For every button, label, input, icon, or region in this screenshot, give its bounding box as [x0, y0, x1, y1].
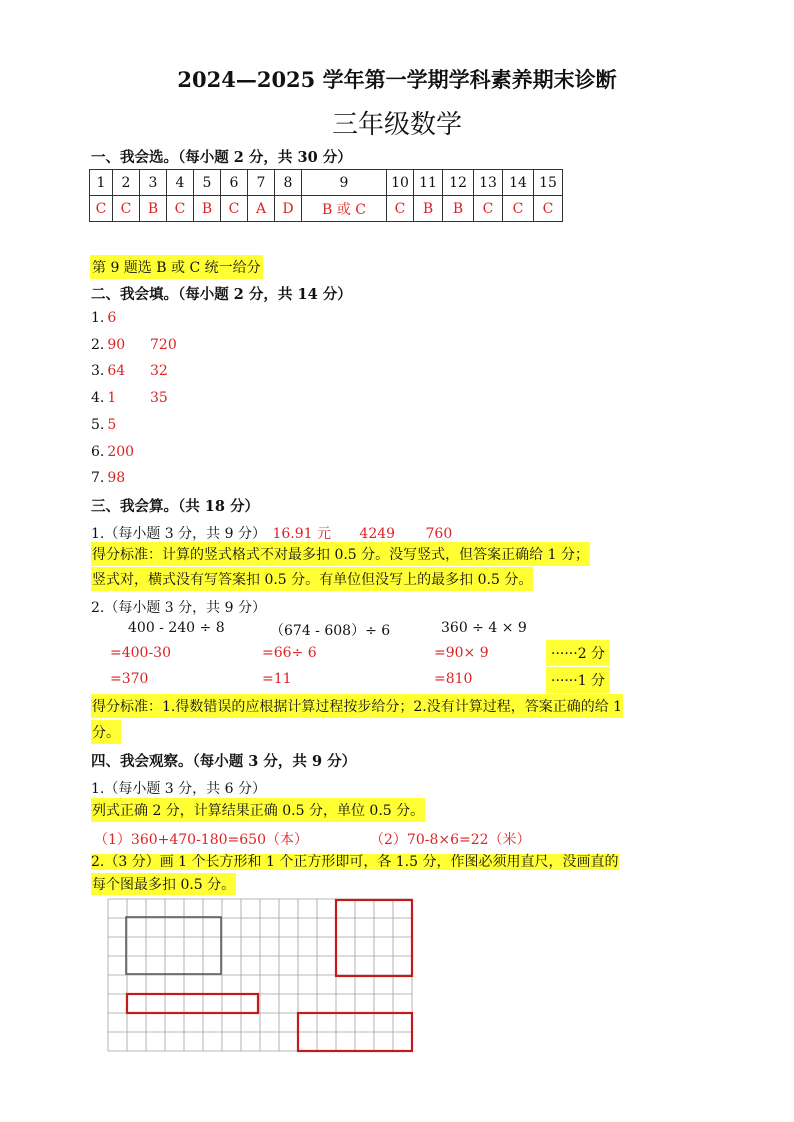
fill-item-number: 7.: [91, 470, 105, 487]
calc-expr-3: 360 ÷ 4 × 9: [441, 620, 527, 636]
fill-item: [91, 310, 116, 326]
question-number-cell: 11: [414, 170, 443, 196]
calc-step2-1: =370: [110, 671, 149, 687]
answer-cell: D: [275, 196, 302, 222]
answer-cell: C: [90, 196, 113, 222]
fill-item-answer-a: 5: [107, 416, 117, 433]
question-number-cell: 4: [167, 170, 194, 196]
drawing-grid: [107, 898, 415, 1054]
answer-cell: C: [113, 196, 140, 222]
calc-q1: [91, 523, 452, 543]
question-number-cell: 14: [503, 170, 534, 196]
observe-q1-standard: 列式正确 2 分，计算结果正确 0.5 分，单位 0.5 分。: [91, 798, 425, 822]
fill-item-answer-a: 1: [107, 390, 117, 407]
question-number-cell: 7: [248, 170, 275, 196]
calc-q1-standard-1: 得分标准：计算的竖式格式不对最多扣 0.5 分。没写竖式，但答案正确给 1 分；: [91, 542, 590, 566]
question-number-cell: 6: [221, 170, 248, 196]
question-number-cell: 8: [275, 170, 302, 196]
calc-q2-standard-2: 分。: [91, 720, 121, 744]
answer-cell: C: [474, 196, 503, 222]
fill-item-answer-a: 98: [107, 470, 126, 487]
fill-item-answer-a: 64: [107, 363, 126, 380]
calc-step1-3: =90× 9: [434, 645, 489, 661]
fill-item-answer-a: 200: [107, 443, 135, 460]
exam-subtitle: 三年级数学: [331, 110, 462, 140]
calc-score-2: ······1 分: [546, 667, 610, 693]
answer-cell: B: [414, 196, 443, 222]
calc-q2-standard-1: 得分标准：1.得数错误的应根据计算过程按步给分；2.没有计算过程，答案正确的给 1: [91, 694, 623, 718]
answer-cell: A: [248, 196, 275, 222]
answer-cell: C: [503, 196, 534, 222]
section3-heading: 三、我会算。（共 18 分）: [91, 498, 260, 515]
question-number-cell: 9: [302, 170, 387, 196]
fill-item: [91, 444, 134, 460]
fill-item-answer-a: 6: [107, 310, 117, 326]
fill-item: [91, 363, 168, 380]
fill-item-answer-b: 720: [150, 336, 177, 353]
exam-title: 2024—2025 学年第一学期学科素养期末诊断: [177, 67, 617, 92]
question-number-cell: 12: [443, 170, 474, 196]
observe-q2-line-1: [91, 851, 619, 871]
answer-cell: C: [387, 196, 414, 222]
observe-q2-text-1: 2.（3 分）画 1 个长方形和 1 个正方形即可，各 1.5 分，作图必须用直尺，没画直的: [91, 854, 619, 870]
question-number-cell: 3: [140, 170, 167, 196]
answer-cell: C: [221, 196, 248, 222]
answer-cell: B: [194, 196, 221, 222]
calc-q1-standard-2: 竖式对，横式没有写答案扣 0.5 分。有单位但没写上的最多扣 0.5 分。: [91, 567, 533, 591]
fill-item-number: 5.: [91, 416, 105, 433]
answer-cell: B: [140, 196, 167, 222]
fill-item: [91, 470, 125, 486]
answer-cell: B: [443, 196, 474, 222]
question-number-cell: 5: [194, 170, 221, 196]
section4-heading: 四、我会观察。（每小题 3 分，共 9 分）: [91, 753, 357, 770]
question-number-cell: 2: [113, 170, 140, 196]
observe-q2-line-2: 每个图最多扣 0.5 分。: [91, 873, 236, 895]
calc-score-1: ······2 分: [546, 640, 610, 666]
question-number-cell: 1: [90, 170, 113, 196]
observe-q1-label: 1.（每小题 3 分，共 6 分）: [91, 781, 266, 797]
answer-cell: B 或 C: [302, 196, 387, 222]
calc-q1-label: 1.（每小题 3 分，共 9 分）: [91, 526, 266, 542]
example-rectangle: [126, 917, 221, 974]
observe-q1-answer-1: （1）360+470-180=650（本）: [94, 832, 308, 848]
observe-q1-answer-2: （2）70-8×6=22（米）: [370, 832, 531, 848]
question-number-cell: 10: [387, 170, 414, 196]
fill-item-number: 4.: [91, 390, 105, 407]
calc-step2-2: =11: [262, 671, 292, 687]
fill-item-number: 6.: [91, 443, 105, 460]
section1-note: 第 9 题选 B 或 C 统一给分: [90, 255, 263, 279]
fill-item-answer-a: 90: [107, 336, 126, 353]
calc-step1-2: =66÷ 6: [262, 645, 317, 661]
answer-cell: C: [534, 196, 563, 222]
fill-item-answer-b: 32: [150, 363, 168, 380]
fill-item-answer-b: 35: [150, 390, 168, 407]
fill-item: [91, 390, 168, 407]
calc-step1-1: =400-30: [110, 645, 171, 661]
calc-q2-label: 2.（每小题 3 分，共 9 分）: [91, 600, 266, 616]
question-number-cell: 15: [534, 170, 563, 196]
calc-expr-1: 400 - 240 ÷ 8: [128, 620, 225, 636]
fill-item-number: 2.: [91, 336, 105, 353]
fill-item-number: 1.: [91, 310, 105, 326]
calc-q1-answer-2: 4249: [359, 526, 396, 542]
fill-item-number: 3.: [91, 363, 105, 380]
calc-expr-2: （674 - 608）÷ 6: [270, 623, 391, 639]
fill-item: [91, 336, 177, 353]
fill-item: [91, 417, 116, 433]
section2-heading: 二、我会填。（每小题 2 分，共 14 分）: [91, 286, 352, 303]
answer-rectangle-1: [127, 994, 258, 1013]
question-number-cell: 13: [474, 170, 503, 196]
answer-cell: C: [167, 196, 194, 222]
calc-step2-3: =810: [434, 671, 473, 687]
calc-q1-answer-1: 16.91 元: [272, 526, 331, 542]
calc-q1-answer-3: 760: [425, 526, 453, 542]
section1-heading: 一、我会选。（每小题 2 分，共 30 分）: [91, 149, 352, 166]
choice-answer-table: [89, 169, 563, 222]
